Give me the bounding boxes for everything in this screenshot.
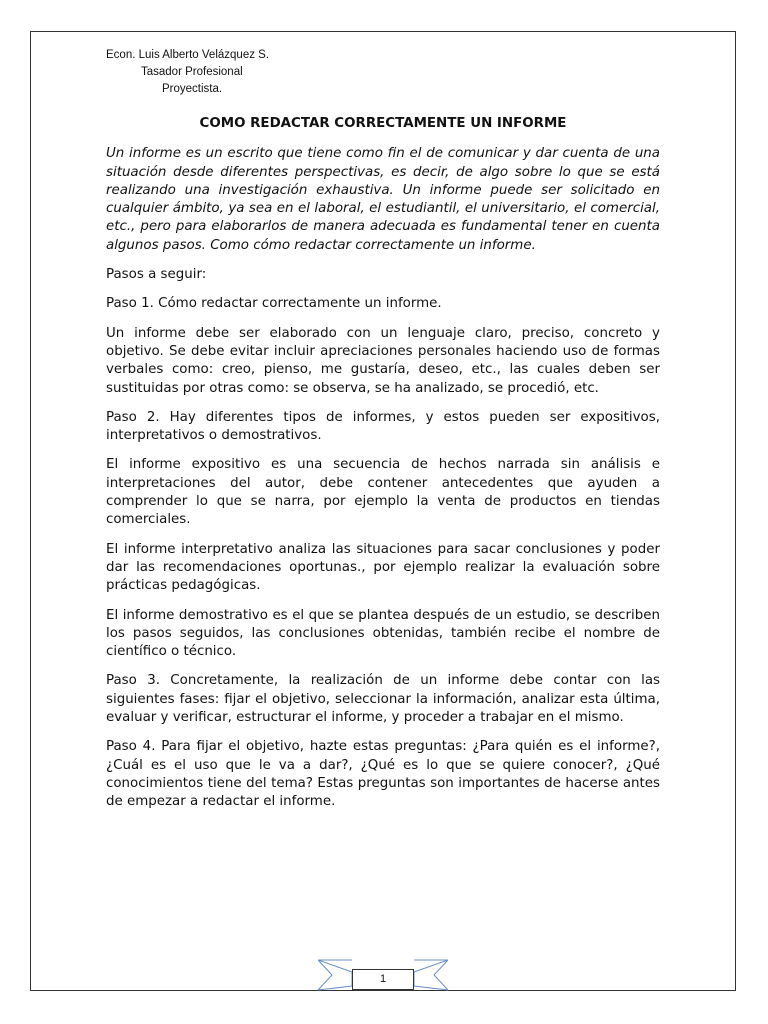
paragraph: Paso 4. Para fijar el objetivo, hazte estas preguntas: ¿Para quién es el informe?, ¿Cuál es el uso que le va a dar?, ¿Qué es lo que se quiere conocer?, ¿Qué conocimientos tiene del tema? Estas preguntas son importantes de hacerse antes de empezar a redactar el informe. bbox=[106, 739, 660, 810]
author-title: Tasador Profesional bbox=[141, 66, 243, 78]
paragraph: Paso 3. Concretamente, la realización de un informe debe contar con las siguientes fases: fijar el objetivo, seleccionar la información, analizar esta última, evaluar y verificar, estructurar el informe, y proceder a trabajar en el mismo. bbox=[106, 673, 660, 726]
author-name: Econ. Luis Alberto Velázquez S. bbox=[106, 49, 270, 61]
paragraph: Paso 2. Hay diferentes tipos de informes, y estos pueden ser expositivos, interpretativos o demostrativos. bbox=[106, 409, 660, 444]
document-body bbox=[106, 115, 660, 823]
paragraph: Un informe debe ser elaborado con un lenguaje claro, preciso, concreto y objetivo. Se debe evitar incluir apreciaciones personales haciendo uso de formas verbales como: creo, pienso, me gustaría, deseo, etc., las cuales deben ser sustituidas por otras como: se observa, se ha analizado, se procedió, etc. bbox=[106, 325, 660, 396]
paragraph: El informe demostrativo es el que se plantea después de un estudio, se describen los pasos seguidos, las conclusiones obtenidas, también recibe el nombre de científico o técnico. bbox=[106, 607, 660, 660]
intro-paragraph: Un informe es un escrito que tiene como fin el de comunicar y dar cuenta de una situación desde diferentes perspectivas, es decir, de algo sobre lo que se está realizando una investigación exhaustiva. Un informe puede ser solicitado en cualquier ámbito, ya sea en el laboral, el estudiantil, el universitario, el comercial, etc., pero para elaborarlos de manera adecuada es fundamental tener en cuenta algunos pasos. Como cómo redactar correctamente un informe. bbox=[106, 146, 660, 253]
paragraph: El informe expositivo es una secuencia de hechos narrada sin análisis e interpretaciones del autor, debe contener antecedentes que ayuden a comprender lo que se narra, por ejemplo la venta de productos en tiendas comerciales. bbox=[106, 457, 660, 528]
letterhead bbox=[106, 47, 269, 98]
document-title: COMO REDACTAR CORRECTAMENTE UN INFORME bbox=[199, 116, 567, 131]
paragraph: Paso 1. Cómo redactar correctamente un informe. bbox=[106, 296, 442, 312]
paragraph: El informe interpretativo analiza las situaciones para sacar conclusiones y poder dar las recomendaciones oportunas., por ejemplo realizar la evaluación sobre prácticas pedagógicas. bbox=[106, 541, 660, 594]
page-footer bbox=[318, 958, 448, 992]
page-number: 1 bbox=[352, 969, 414, 990]
paragraph: Pasos a seguir: bbox=[106, 267, 207, 283]
author-role: Proyectista. bbox=[162, 83, 223, 95]
